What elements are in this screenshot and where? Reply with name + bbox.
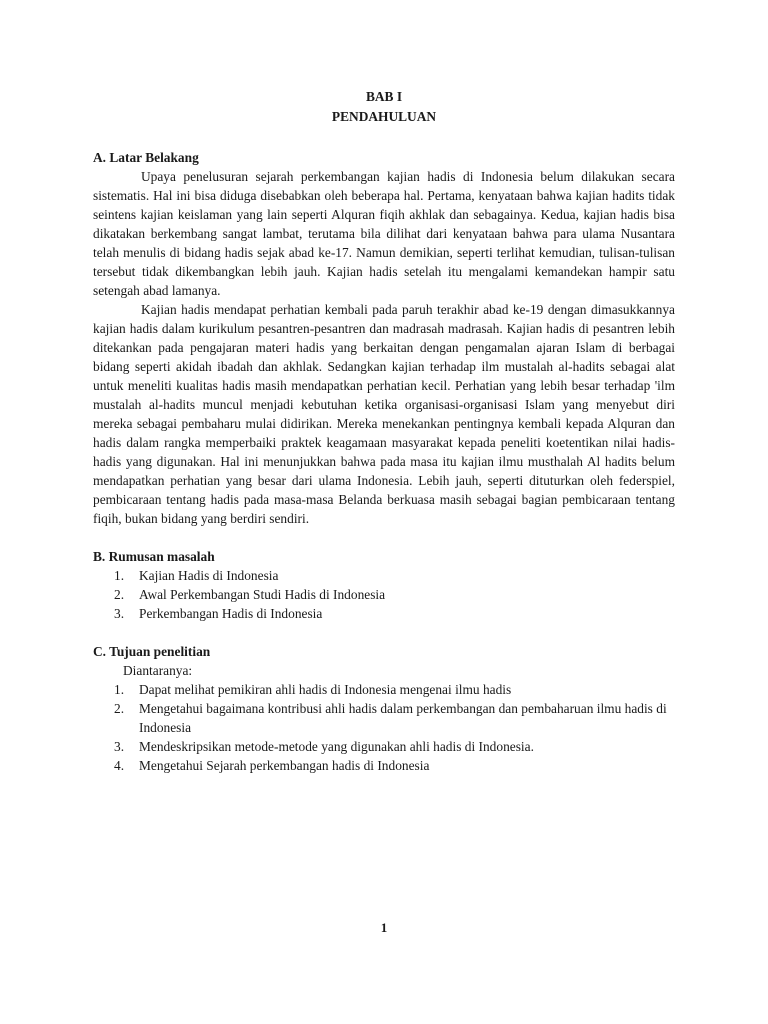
list-number: 2. — [114, 587, 125, 602]
list-text: Mendeskripsikan metode-metode yang digunakan ahli hadis di Indonesia. — [139, 739, 534, 754]
list-item — [93, 699, 675, 737]
section-heading: B. Rumusan masalah — [93, 549, 215, 564]
chapter-title: PENDAHULUAN — [331, 109, 437, 124]
list-intro: Diantaranya: — [123, 663, 193, 678]
list-item — [93, 566, 675, 585]
list-item — [93, 585, 675, 604]
list-text: Dapat melihat pemikiran ahli hadis di Indonesia mengenai ilmu hadis — [139, 682, 512, 697]
list-text: Awal Perkembangan Studi Hadis di Indonesia — [139, 587, 386, 602]
page-content — [93, 87, 675, 794]
numbered-list — [93, 680, 675, 775]
list-text: Kajian Hadis di Indonesia — [139, 568, 279, 583]
list-item — [93, 737, 675, 756]
numbered-list — [93, 566, 675, 623]
list-item — [93, 756, 675, 775]
list-text: Perkembangan Hadis di Indonesia — [139, 606, 323, 621]
section-tujuan-penelitian — [93, 642, 675, 775]
list-number: 4. — [114, 758, 125, 773]
list-text: Mengetahui bagaimana kontribusi ahli hadis dalam perkembangan dan pembaharuan ilmu hadis di Indonesia — [139, 701, 667, 735]
section-rumusan-masalah — [93, 547, 675, 623]
paragraph: Kajian hadis mendapat perhatian kembali pada paruh terakhir abad ke-19 dengan dimasukkannya kajian hadis dalam kurikulum pesantren-pesantren dan madrasah madrasah. Kajian hadis di pesantren lebih ditekankan pada pengajaran materi hadis yang berkaitan dengan pengamalan ajaran Islam di berbagai bidang seperti akidah ibadah dan akhlak. Sedangkan kajian terhadap ilm mustalah al-hadits sebagai alat untuk meneliti kualitas hadis masih mendapatkan perhatian kecil. Perhatian yang lebih besar terhadap 'ilm mustalah al-hadits muncul menjadi kebutuhan ketika organisasi-organisasi Islam yang menyebut diri mereka sebagai pembaharu mulai didirikan. Mereka menekankan pentingnya kembali kepada Alquran dan hadis dalam rangka memperbaiki praktek keagamaan masyarakat kepada peneliti koetentikan nilai hadis-hadis yang digunakan. Hal ini menunjukkan bahwa pada masa itu kajian ilmu musthalah Al hadits belum mendapatkan perhatian yang besar dari ulama Indonesia. Lebih jauh, seperti dituturkan oleh federspiel, pembicaraan tentang hadis pada masa-masa Belanda berkuasa masih sebagai bagian pembicaraan tentang fiqih, bukan bidang yang berdiri sendiri. — [93, 302, 675, 526]
chapter-number: BAB I — [365, 89, 403, 104]
list-number: 3. — [114, 739, 125, 754]
page-number: 1 — [380, 920, 388, 935]
list-item — [93, 604, 675, 623]
list-number: 2. — [114, 701, 125, 716]
list-number: 1. — [114, 568, 125, 583]
list-item — [93, 680, 675, 699]
list-text: Mengetahui Sejarah perkembangan hadis di Indonesia — [139, 758, 430, 773]
list-number: 1. — [114, 682, 125, 697]
paragraph: Upaya penelusuran sejarah perkembangan kajian hadis di Indonesia belum dilakukan secara sistematis. Hal ini bisa diduga disebabkan oleh beberapa hal. Pertama, kenyataan bahwa kajian hadits tidak seintens kajian keislaman yang lain seperti Alquran fiqih akhlak dan sebagainya. Kedua, kajian hadis bisa dikatakan berkembang sangat lambat, terutama bila dilihat dari kenyataan bahwa para ulama Nusantara telah menulis di bidang hadis sejak abad ke-17. Namun demikian, seperti terlihat kemudian, tulisan-tulisan tersebut tidak dikembangkan lebih jauh. Kajian hadis setelah itu mengalami kemandekan hampir satu setengah abad lamanya. — [93, 169, 675, 298]
section-latar-belakang — [93, 148, 675, 528]
list-number: 3. — [114, 606, 125, 621]
section-heading: A. Latar Belakang — [93, 150, 199, 165]
section-heading: C. Tujuan penelitian — [93, 644, 211, 659]
